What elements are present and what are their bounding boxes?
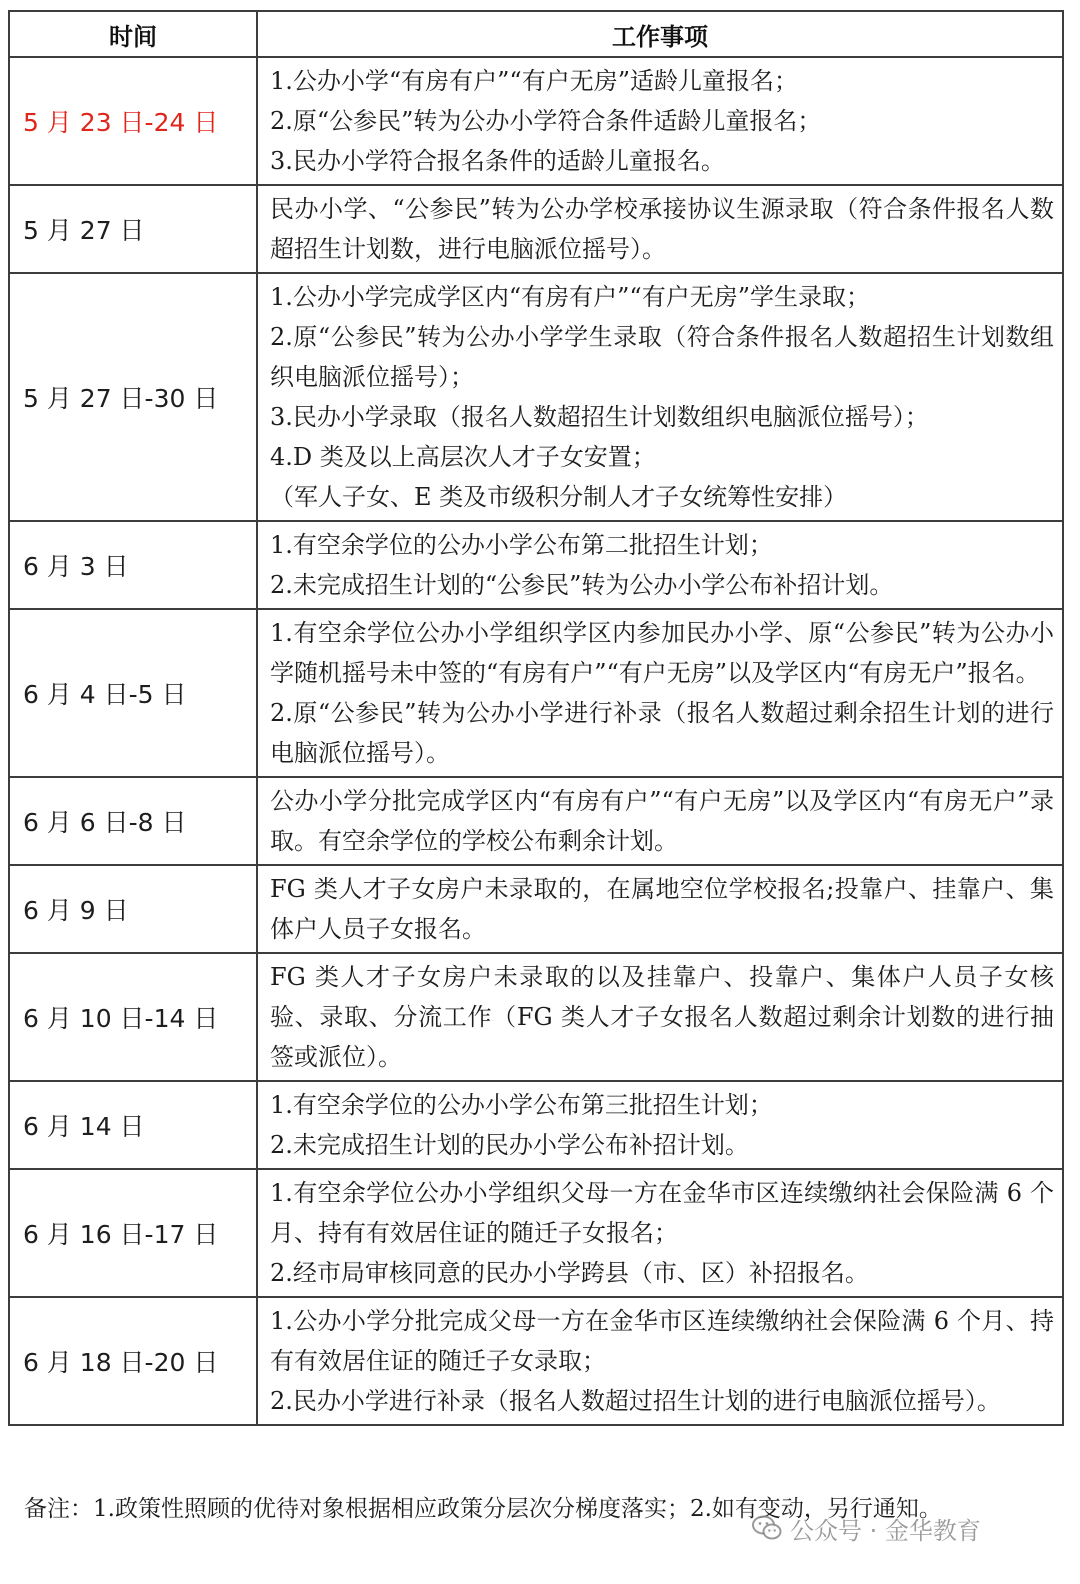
task-item: 2.经市局审核同意的民办小学跨县（市、区）补招报名。: [270, 1259, 869, 1287]
schedule-date: 6 月 6 日-8 日: [9, 777, 257, 865]
schedule-date: 6 月 18 日-20 日: [9, 1297, 257, 1425]
header-row: [9, 11, 1063, 57]
footnote: 备注：1.政策性照顾的优待对象根据相应政策分层次分梯度落实；2.如有变动，另行通知。: [24, 1496, 942, 1522]
task-item: 1.有空余学位公办小学组织父母一方在金华市区连续缴纳社会保险满 6 个月、持有有效居住证的随迁子女报名；: [270, 1179, 1054, 1247]
table-row: [9, 777, 1063, 865]
task-item: 2.民办小学进行补录（报名人数超过招生计划的进行电脑派位摇号）。: [270, 1387, 1001, 1415]
column-header-task: 工作事项: [257, 11, 1063, 57]
schedule-date: 6 月 16 日-17 日: [9, 1169, 257, 1297]
task-item: 民办小学、“公参民”转为公办学校承接协议生源录取（符合条件报名人数超招生计划数，进行电脑派位摇号）。: [270, 195, 1054, 263]
table-row: [9, 273, 1063, 521]
schedule-task: [257, 865, 1063, 953]
task-item: 1.有空余学位公办小学组织学区内参加民办小学、原“公参民”转为公办小学随机摇号未中签的“有房有户”“有户无房”以及学区内“有房无户”报名。: [270, 619, 1054, 687]
table-row: [9, 609, 1063, 777]
task-item: 2.原“公参民”转为公办小学符合条件适龄儿童报名；: [270, 107, 822, 135]
table-row: [9, 1297, 1063, 1425]
table-row: [9, 1081, 1063, 1169]
task-item: （军人子女、E 类及市级积分制人才子女统筹性安排）: [270, 483, 848, 511]
schedule-sheet: [8, 10, 1062, 1426]
schedule-date: 5 月 27 日-30 日: [9, 273, 257, 521]
schedule-date: 6 月 4 日-5 日: [9, 609, 257, 777]
task-item: 4.D 类及以上高层次人才子女安置；: [270, 443, 656, 471]
task-item: 1.公办小学“有房有户”“有户无房”适龄儿童报名；: [270, 67, 798, 95]
table-row: [9, 1169, 1063, 1297]
schedule-task: [257, 1169, 1063, 1297]
schedule-task: [257, 273, 1063, 521]
watermark: [752, 1509, 981, 1547]
watermark-text: 公众号 · 金华教育: [790, 1516, 981, 1545]
task-item: FG 类人才子女房户未录取的，在属地空位学校报名;投靠户、挂靠户、集体户人员子女报名。: [270, 875, 1054, 943]
column-header-date: 时间: [9, 11, 257, 57]
enrollment-schedule-table: [8, 10, 1064, 1426]
task-item: 2.原“公参民”转为公办小学进行补录（报名人数超过剩余招生计划的进行电脑派位摇号）。: [270, 699, 1054, 767]
schedule-task: [257, 57, 1063, 185]
schedule-rows: [9, 57, 1063, 1425]
table-row: [9, 521, 1063, 609]
task-item: 2.原“公参民”转为公办小学学生录取（符合条件报名人数超招生计划数组织电脑派位摇号）；: [270, 323, 1054, 391]
task-item: 1.有空余学位的公办小学公布第二批招生计划；: [270, 531, 773, 559]
schedule-task: [257, 1081, 1063, 1169]
table-row: [9, 953, 1063, 1081]
wechat-icon: [752, 1515, 782, 1541]
schedule-date: 5 月 27 日: [9, 185, 257, 273]
schedule-date: 6 月 10 日-14 日: [9, 953, 257, 1081]
schedule-date: 6 月 3 日: [9, 521, 257, 609]
schedule-task: [257, 953, 1063, 1081]
schedule-date: 6 月 14 日: [9, 1081, 257, 1169]
schedule-task: [257, 777, 1063, 865]
task-item: 3.民办小学符合报名条件的适龄儿童报名。: [270, 147, 725, 175]
task-item: 1.公办小学完成学区内“有房有户”“有户无房”学生录取；: [270, 283, 870, 311]
task-item: 公办小学分批完成学区内“有房有户”“有户无房”以及学区内“有房无户”录取。有空余学位的学校公布剩余计划。: [270, 787, 1054, 855]
schedule-date: 5 月 23 日-24 日: [9, 57, 257, 185]
schedule-task: [257, 609, 1063, 777]
task-item: 3.民办小学录取（报名人数超招生计划数组织电脑派位摇号）；: [270, 403, 929, 431]
task-item: 2.未完成招生计划的民办小学公布补招计划。: [270, 1131, 749, 1159]
schedule-task: [257, 1297, 1063, 1425]
schedule-date: 6 月 9 日: [9, 865, 257, 953]
task-item: 2.未完成招生计划的“公参民”转为公办小学公布补招计划。: [270, 571, 894, 599]
schedule-task: [257, 185, 1063, 273]
task-item: 1.公办小学分批完成父母一方在金华市区连续缴纳社会保险满 6 个月、持有有效居住证的随迁子女录取；: [270, 1307, 1054, 1375]
task-item: 1.有空余学位的公办小学公布第三批招生计划；: [270, 1091, 773, 1119]
task-item: FG 类人才子女房户未录取的以及挂靠户、投靠户、集体户人员子女核验、录取、分流工作（FG 类人才子女报名人数超过剩余计划数的进行抽签或派位）。: [270, 963, 1054, 1071]
schedule-task: [257, 521, 1063, 609]
table-row: [9, 57, 1063, 185]
table-row: [9, 865, 1063, 953]
table-row: [9, 185, 1063, 273]
